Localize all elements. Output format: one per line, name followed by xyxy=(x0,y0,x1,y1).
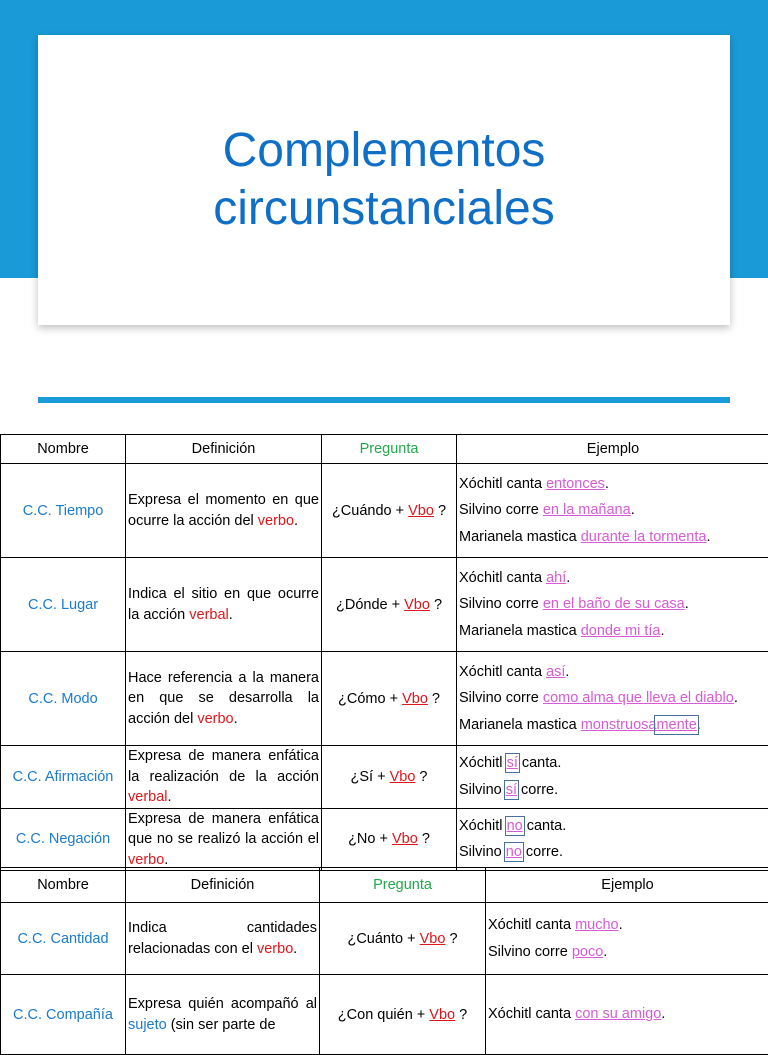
row-definition xyxy=(126,652,322,746)
def-text-end: . xyxy=(229,607,233,623)
example-line xyxy=(459,685,767,712)
row-name: C.C. Cantidad xyxy=(1,903,126,975)
vbo-label: Vbo xyxy=(420,931,446,947)
def-highlight: verbo xyxy=(197,711,233,727)
example-text: Xóchitl canta xyxy=(488,917,575,933)
row-question xyxy=(322,464,457,558)
header-nombre: Nombre xyxy=(1,435,126,464)
title-line-2: circunstanciales xyxy=(213,182,554,235)
question-end: ? xyxy=(445,931,457,947)
table-row xyxy=(1,652,768,746)
table-row xyxy=(1,808,768,871)
example-end: . xyxy=(566,570,570,586)
question-end: ? xyxy=(455,1007,467,1023)
title-card xyxy=(38,35,730,325)
row-question xyxy=(320,975,486,1055)
row-definition xyxy=(126,975,320,1055)
def-highlight: verbo xyxy=(257,941,293,957)
example-end: . xyxy=(685,596,689,612)
table-row xyxy=(1,558,768,652)
question-text: ¿Con quién + xyxy=(338,1007,430,1023)
vbo-label: Vbo xyxy=(404,597,430,613)
example-text: Xóchitl canta xyxy=(459,476,546,492)
row-examples xyxy=(457,808,768,871)
row-definition xyxy=(126,903,320,975)
example-end: . xyxy=(603,944,607,960)
example-end: canta. xyxy=(523,818,567,834)
row-name: C.C. Negación xyxy=(1,808,126,871)
table-row xyxy=(1,746,768,809)
example-highlight: entonces xyxy=(546,476,605,492)
def-text-end: . xyxy=(168,789,172,805)
vbo-label: Vbo xyxy=(402,691,428,707)
question-end: ? xyxy=(434,503,446,519)
vbo-label: Vbo xyxy=(390,769,416,785)
example-highlight: con su amigo xyxy=(575,1006,661,1022)
example-line xyxy=(459,659,767,686)
table-header-row xyxy=(1,868,768,903)
header-ejemplo: Ejemplo xyxy=(457,435,768,464)
row-name: C.C. Lugar xyxy=(1,558,126,652)
table-header-row xyxy=(1,435,768,464)
vbo-label: Vbo xyxy=(429,1007,455,1023)
example-highlight: monstruosa xyxy=(581,717,657,733)
question-end: ? xyxy=(428,691,440,707)
def-text: Expresa de manera enfática que no se realizó la acción el xyxy=(128,811,319,848)
example-text: Xóchitl canta xyxy=(459,664,546,680)
example-highlight: como alma que lleva el diablo xyxy=(543,690,734,706)
example-end: . xyxy=(706,529,710,545)
def-text-end: . xyxy=(294,513,298,529)
example-end: corre. xyxy=(522,844,563,860)
table-row xyxy=(1,464,768,558)
row-name: C.C. Modo xyxy=(1,652,126,746)
row-examples xyxy=(457,464,768,558)
def-text: Indica el sitio en que ocurre la acción xyxy=(128,586,319,623)
example-highlight: mucho xyxy=(575,917,619,933)
example-text: Silvino xyxy=(459,844,506,860)
example-line xyxy=(459,524,767,551)
example-line xyxy=(459,618,767,645)
example-end: . xyxy=(619,917,623,933)
complements-table-1 xyxy=(0,434,768,871)
example-highlight: así xyxy=(546,664,565,680)
def-highlight: verbal xyxy=(189,607,229,623)
header-ejemplo: Ejemplo xyxy=(486,868,768,903)
question-end: ? xyxy=(418,831,430,847)
page-title xyxy=(213,122,554,238)
header-definicion: Definición xyxy=(126,868,320,903)
row-name: C.C. Afirmación xyxy=(1,746,126,809)
example-highlight: donde mi tía xyxy=(581,623,661,639)
row-question xyxy=(322,652,457,746)
example-end: . xyxy=(697,717,701,733)
example-line xyxy=(459,839,767,866)
title-line-1: Complementos xyxy=(223,124,546,177)
header-pregunta: Pregunta xyxy=(320,868,486,903)
example-text: Silvino corre xyxy=(488,944,572,960)
question-end: ? xyxy=(415,769,427,785)
example-end: . xyxy=(661,1006,665,1022)
question-text: ¿Cuánto + xyxy=(347,931,419,947)
vbo-label: Vbo xyxy=(392,831,418,847)
example-highlight: sí xyxy=(507,755,518,771)
row-question xyxy=(320,903,486,975)
example-end: . xyxy=(661,623,665,639)
example-suffix-highlight: mente xyxy=(656,717,696,733)
example-text: Silvino corre xyxy=(459,502,543,518)
example-text: Xóchitl canta xyxy=(459,570,546,586)
example-line xyxy=(488,912,767,939)
def-subject-highlight: sujeto xyxy=(128,1017,167,1033)
example-highlight: no xyxy=(506,844,522,860)
row-examples xyxy=(457,558,768,652)
def-text: Expresa quién acompañó al xyxy=(128,996,317,1012)
example-end: . xyxy=(605,476,609,492)
def-text-end: . xyxy=(234,711,238,727)
example-line xyxy=(459,712,767,739)
example-line xyxy=(459,777,767,804)
example-end: . xyxy=(631,502,635,518)
row-examples xyxy=(486,903,768,975)
example-highlight: poco xyxy=(572,944,603,960)
row-examples xyxy=(457,652,768,746)
complements-table-2 xyxy=(0,867,768,1055)
row-definition xyxy=(126,558,322,652)
question-end: ? xyxy=(430,597,442,613)
example-text: Silvino corre xyxy=(459,690,543,706)
example-line xyxy=(459,497,767,524)
row-question xyxy=(322,808,457,871)
example-line xyxy=(459,565,767,592)
example-text: Xóchitl canta xyxy=(488,1006,575,1022)
question-text: ¿Cuándo + xyxy=(332,503,408,519)
header-pregunta: Pregunta xyxy=(322,435,457,464)
example-end: . xyxy=(565,664,569,680)
example-line xyxy=(488,939,767,966)
example-text: Silvino corre xyxy=(459,596,543,612)
example-end: corre. xyxy=(517,782,558,798)
example-text: Marianela mastica xyxy=(459,623,581,639)
question-text: ¿Cómo + xyxy=(338,691,402,707)
row-examples xyxy=(457,746,768,809)
vbo-label: Vbo xyxy=(408,503,434,519)
def-text: Expresa de manera enfática la realización de la acción xyxy=(128,748,319,785)
row-name: C.C. Tiempo xyxy=(1,464,126,558)
table-row xyxy=(1,975,768,1055)
example-highlight: en el baño de su casa xyxy=(543,596,685,612)
example-line xyxy=(459,591,767,618)
header-nombre: Nombre xyxy=(1,868,126,903)
divider-rule xyxy=(38,397,730,403)
row-question xyxy=(322,558,457,652)
example-text: Xóchitl xyxy=(459,818,507,834)
def-text: Hace referencia a la manera en que se desarrolla la acción del xyxy=(128,670,319,727)
def-text-end: . xyxy=(293,941,297,957)
question-text: ¿Dónde + xyxy=(336,597,404,613)
example-highlight: en la mañana xyxy=(543,502,631,518)
row-examples xyxy=(486,975,768,1055)
def-highlight: verbo xyxy=(258,513,294,529)
example-highlight: sí xyxy=(506,782,517,798)
def-highlight: verbal xyxy=(128,789,168,805)
row-definition xyxy=(126,464,322,558)
header-definicion: Definición xyxy=(126,435,322,464)
example-end: canta. xyxy=(518,755,562,771)
example-highlight: no xyxy=(507,818,523,834)
def-text-end: (sin ser parte de xyxy=(167,1017,276,1033)
example-text: Marianela mastica xyxy=(459,529,581,545)
row-name: C.C. Compañía xyxy=(1,975,126,1055)
def-highlight: verbo xyxy=(128,852,164,868)
row-question xyxy=(322,746,457,809)
row-definition xyxy=(126,808,322,871)
def-text-end: . xyxy=(164,852,168,868)
table-row xyxy=(1,903,768,975)
question-text: ¿No + xyxy=(348,831,392,847)
example-highlight: durante la tormenta xyxy=(581,529,707,545)
example-end: . xyxy=(734,690,738,706)
example-highlight: ahí xyxy=(546,570,566,586)
example-line xyxy=(459,471,767,498)
example-line xyxy=(459,813,767,840)
question-text: ¿Sí + xyxy=(351,769,390,785)
example-text: Marianela mastica xyxy=(459,717,581,733)
example-line xyxy=(459,750,767,777)
row-definition xyxy=(126,746,322,809)
example-text: Xóchitl xyxy=(459,755,507,771)
def-text: Expresa el momento en que ocurre la acción del xyxy=(128,492,319,529)
def-text: Indica cantidades relacionadas con el xyxy=(128,920,317,957)
example-text: Silvino xyxy=(459,782,506,798)
